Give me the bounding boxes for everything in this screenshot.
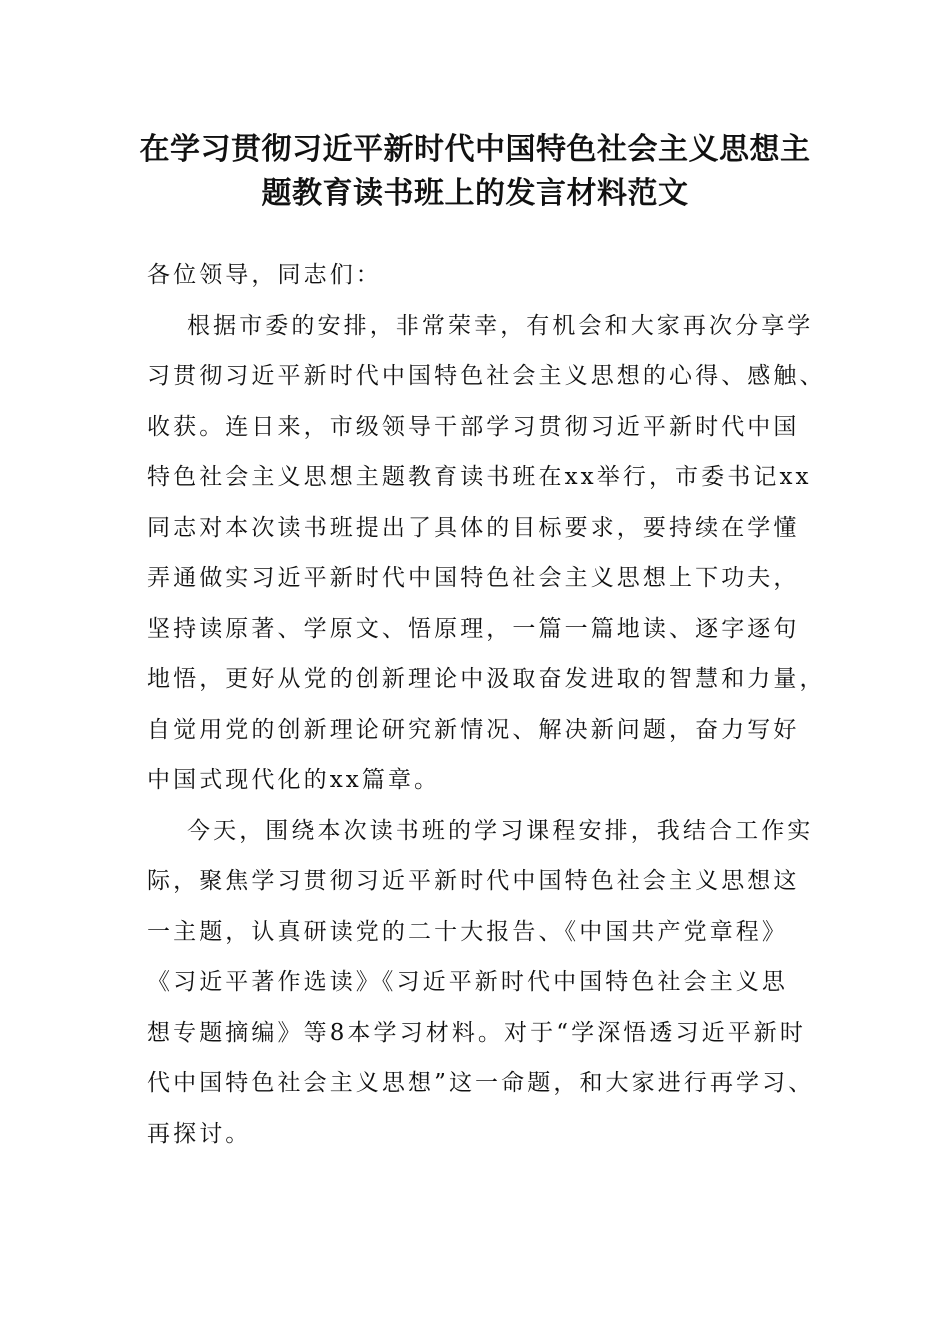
paragraph-line: 收获。连日来，市级领导干部学习贯彻习近平新时代中国 xyxy=(147,413,800,440)
paragraph-line: 际，聚焦学习贯彻习近平新时代中国特色社会主义思想这 xyxy=(147,868,800,894)
paragraph-line: 坚持读原著、学原文、悟原理，一篇一篇地读、逐字逐句 xyxy=(147,615,800,642)
paragraph-line: 习贯彻习近平新时代中国特色社会主义思想的心得、感触、 xyxy=(147,363,826,389)
paragraph-line: 自觉用党的创新理论研究新情况、解决新问题，奋力写好 xyxy=(147,716,800,743)
title-line-2: 题教育读书班上的发言材料范文 xyxy=(261,176,689,211)
paragraph-line: 特色社会主义思想主题教育读书班在xx举行，市委书记xx xyxy=(147,464,812,490)
document-title xyxy=(120,128,830,216)
paragraph-line: 《习近平著作选读》《习近平新时代中国特色社会主义思 xyxy=(147,969,788,995)
paragraph-line: 今天，围绕本次读书班的学习课程安排，我结合工作实 xyxy=(187,817,814,844)
paragraph-line: 中国式现代化的xx篇章。 xyxy=(147,767,441,793)
title-line-1: 在学习贯彻习近平新时代中国特色社会主义思想主 xyxy=(139,132,811,167)
paragraph-line: 再探讨。 xyxy=(147,1120,252,1147)
salutation: 各位领导，同志们： xyxy=(147,262,382,288)
paragraph-line: 想专题摘编》等8本学习材料。对于“学深悟透习近平新时 xyxy=(147,1019,806,1046)
paragraph-line: 代中国特色社会主义思想”这一命题，和大家进行再学习、 xyxy=(147,1070,815,1096)
paragraph-1 xyxy=(147,301,826,806)
paragraph-line: 一主题，认真研读党的二十大报告、《中国共产党章程》 xyxy=(147,918,788,945)
paragraph-line: 同志对本次读书班提出了具体的目标要求，要持续在学懂 xyxy=(147,514,800,541)
paragraph-line: 地悟，更好从党的创新理论中汲取奋发进取的智慧和力量， xyxy=(147,666,826,692)
paragraph-line: 弄通做实习近平新时代中国特色社会主义思想上下功夫， xyxy=(147,565,800,591)
paragraph-2 xyxy=(147,806,815,1160)
paragraph-line: 根据市委的安排，非常荣幸，有机会和大家再次分享学 xyxy=(187,312,814,339)
document-body xyxy=(147,250,826,1159)
